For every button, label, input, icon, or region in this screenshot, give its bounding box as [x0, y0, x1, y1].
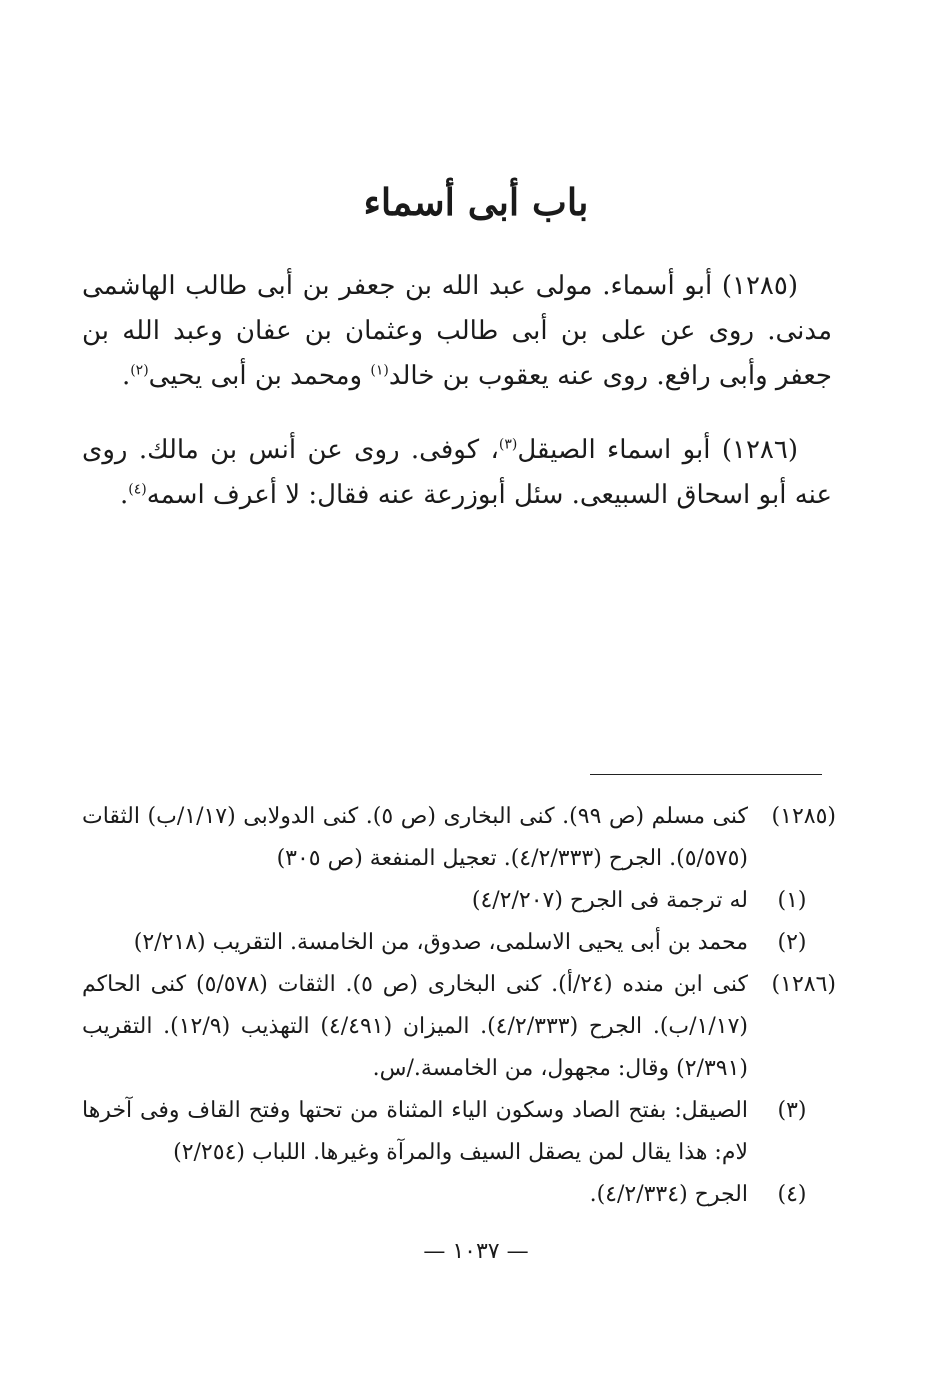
entry-number: (١٢٨٥) — [721, 271, 798, 301]
footnote-text: له ترجمة فى الجرح (٤/٢/٢٠٧) — [471, 888, 748, 913]
footnote-ref: (٣) — [498, 436, 518, 453]
page-number: — ١٠٣٧ — — [423, 1239, 529, 1264]
footnote-key: (١) — [777, 888, 807, 913]
footnote-text: الجرح (٤/٢/٣٣٤). — [589, 1182, 748, 1207]
entry-paragraph — [82, 264, 832, 399]
footnote-key: (١٢٨٦) — [771, 972, 836, 997]
entry-number: (١٢٨٦) — [721, 435, 799, 465]
footnote-key: (٢) — [777, 930, 807, 955]
footnote — [82, 922, 836, 964]
entry-text: ، كوفى. روى عن أنس بن مالك. روى عنه أبو اسحاق السبيعى. سئل أبوزرعة عنه فقال: لا أعرف اسمه — [82, 435, 832, 510]
footnotes — [82, 796, 836, 1216]
footnote-ref: (١) — [370, 362, 389, 379]
footnote-divider — [590, 774, 822, 775]
entry-text: أبو اسماء الصيقل — [517, 435, 711, 465]
footnote — [82, 796, 836, 880]
chapter-title: باب أبى أسماء — [363, 180, 589, 224]
footnote-text: الصيقل: بفتح الصاد وسكون الياء المثناة من تحتها وفتح القاف وفى آخرها لام: هذا يقال لمن يصقل السيف والمرآة وغيرها. اللباب (٢/٢٥٤) — [82, 1098, 748, 1165]
footnote — [82, 1090, 836, 1174]
entry-text: . — [119, 480, 129, 510]
entry-paragraph — [82, 428, 832, 518]
footnote-text: محمد بن أبى يحيى الاسلمى، صدوق، من الخامسة. التقريب (٢/٢١٨) — [133, 930, 748, 955]
footnote-text: كنى ابن منده (٢٤/أ). كنى البخارى (ص ٥). الثقات (٥/٥٧٨) كنى الحاكم (١/١٧/ب). الجرح (٤/٢/٣٣٣). الميزان (٤/٤٩١) التهذيب (١٢/٩). التقريب (٢/٣٩١) وقال: مجهول، من الخامسة./س. — [82, 972, 748, 1081]
footnote — [82, 880, 836, 922]
footnote-text: كنى مسلم (ص ٩٩). كنى البخارى (ص ٥). كنى الدولابى (١/١٧/ب) الثقات (٥/٥٧٥). الجرح (٤/٢/٣٣٣). تعجيل المنفعة (ص ٣٠٥) — [82, 804, 748, 871]
footnote-ref: (٤) — [128, 481, 147, 498]
footnote-ref: (٢) — [130, 362, 149, 379]
footnote-key: (٤) — [777, 1182, 807, 1207]
footnote-key: (١٢٨٥) — [771, 804, 836, 829]
footnote — [82, 1174, 836, 1216]
entry-text: . — [121, 361, 131, 391]
footnote-key: (٣) — [777, 1098, 807, 1123]
entry-1285 — [82, 264, 832, 399]
entry-1286 — [82, 428, 832, 518]
footnote — [82, 964, 836, 1090]
entry-text: ومحمد بن أبى يحيى — [148, 361, 371, 391]
entry-text: أبو أسماء. مولى عبد الله بن جعفر بن أبى طالب الهاشمى مدنى. روى عن على بن أبى طالب وعثمان بن عفان وعبد الله بن جعفر وأبى رافع. روى عنه يعقوب بن خالد — [82, 271, 832, 391]
